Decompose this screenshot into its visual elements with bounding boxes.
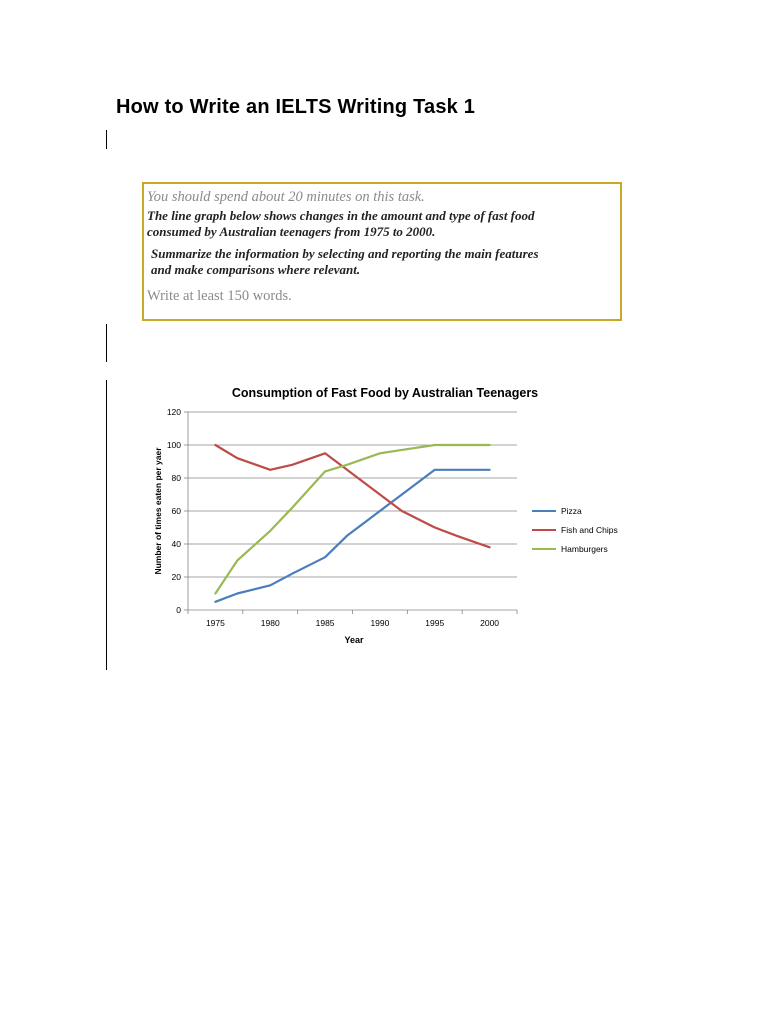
- text-cursor-mark: [106, 380, 107, 670]
- x-axis-title: Year: [344, 635, 364, 645]
- task-instruction-line: and make comparisons where relevant.: [151, 262, 361, 277]
- y-tick-label: 20: [171, 572, 181, 582]
- text-cursor-mark: [106, 130, 107, 149]
- legend-label: Fish and Chips: [561, 525, 618, 535]
- x-tick-label: 1990: [370, 618, 390, 628]
- task-description: [147, 208, 535, 240]
- task-description-line: The line graph below shows changes in the amount and type of fast food: [147, 208, 535, 223]
- chart-canvas: [140, 378, 630, 650]
- task-instruction: [151, 246, 539, 278]
- x-tick-label: 1985: [315, 618, 335, 628]
- legend: [532, 506, 618, 554]
- axes: [167, 407, 517, 628]
- line-chart: [140, 378, 630, 650]
- y-tick-label: 60: [171, 506, 181, 516]
- page-title: How to Write an IELTS Writing Task 1: [116, 96, 476, 118]
- y-tick-label: 40: [171, 539, 181, 549]
- y-tick-label: 0: [176, 605, 181, 615]
- series-line-pizza: [215, 470, 489, 602]
- legend-label: Pizza: [561, 506, 582, 516]
- word-count-note: Write at least 150 words.: [147, 288, 292, 304]
- text-cursor-mark: [106, 324, 107, 362]
- x-tick-label: 1975: [205, 618, 225, 628]
- y-tick-label: 100: [166, 440, 181, 450]
- x-tick-label: 1995: [425, 618, 445, 628]
- task-prompt-box: [142, 182, 622, 321]
- gridlines: [188, 412, 517, 577]
- task-description-line: consumed by Australian teenagers from 1975 to 2000.: [147, 224, 436, 239]
- series-line-hamburgers: [215, 445, 489, 594]
- series-lines: [215, 445, 489, 602]
- task-instruction-line: Summarize the information by selecting and reporting the main features: [151, 246, 539, 261]
- legend-label: Hamburgers: [561, 544, 608, 554]
- y-tick-label: 120: [166, 407, 181, 417]
- y-axis-title: Number of times eaten per yaer: [153, 447, 163, 575]
- x-tick-label: 1980: [260, 618, 280, 628]
- chart-title: Consumption of Fast Food by Australian Teenagers: [231, 386, 539, 400]
- y-tick-label: 80: [171, 473, 181, 483]
- x-tick-label: 2000: [480, 618, 500, 628]
- task-intro: You should spend about 20 minutes on this task.: [147, 189, 425, 205]
